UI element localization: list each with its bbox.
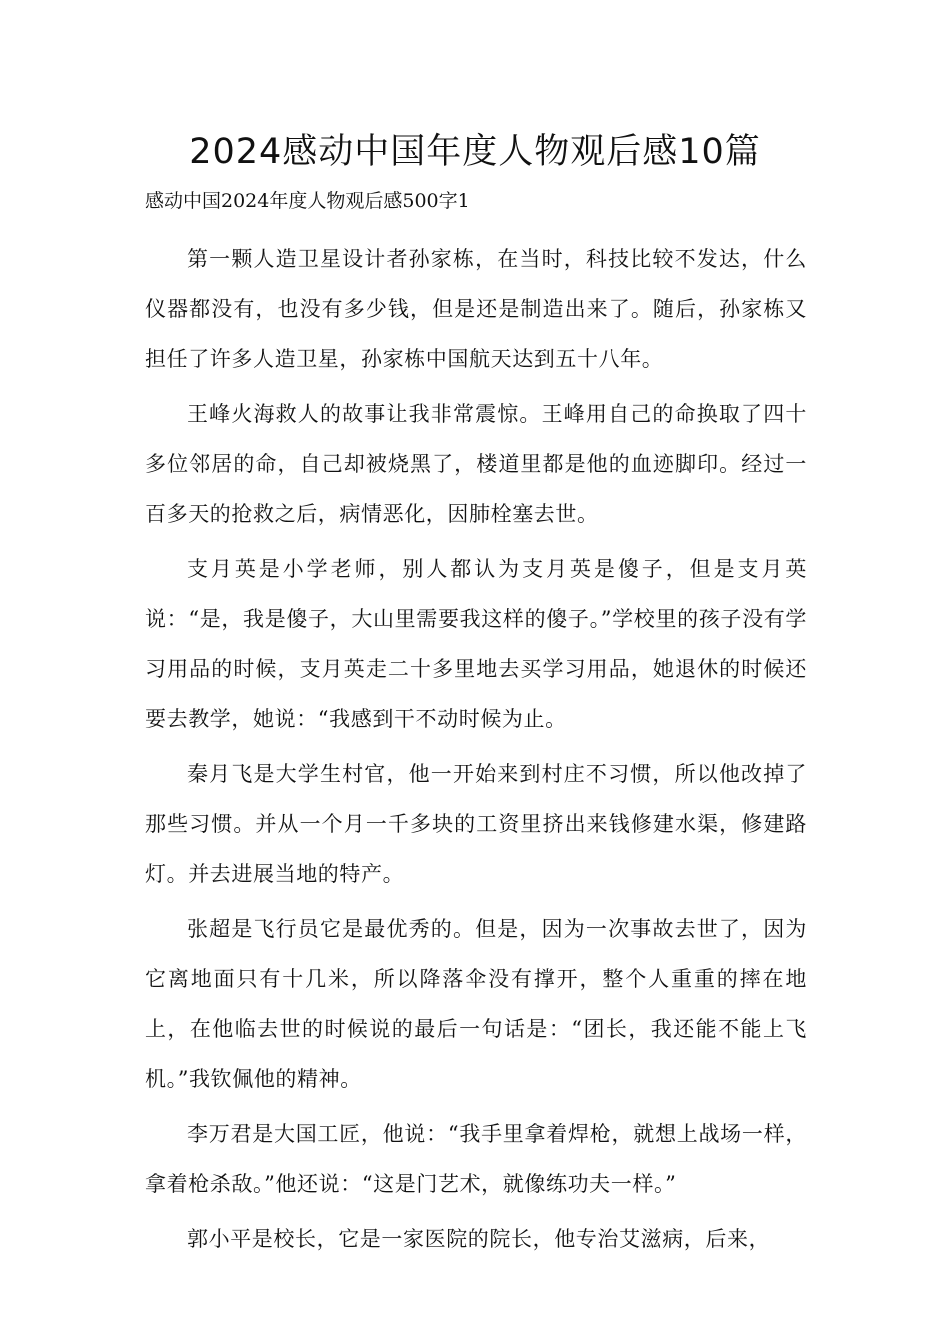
- paragraph-6: 李万君是大国工匠，他说：“我手里拿着焊枪，就想上战场一样，拿着枪杀敌。”他还说：“这是门艺术，就像练功夫一样。”: [145, 1122, 807, 1196]
- paragraph-3: 支月英是小学老师，别人都认为支月英是傻子，但是支月英说：“是，我是傻子，大山里需要我这样的傻子。”学校里的孩子没有学习用品的时候，支月英走二十多里地去买学习用品，她退休的时候还要去教学，她说：“我感到干不动时候为止。: [145, 557, 807, 731]
- document-body: [145, 234, 807, 1269]
- paragraph-2: 王峰火海救人的故事让我非常震惊。王峰用自己的命换取了四十多位邻居的命，自己却被烧黑了，楼道里都是他的血迹脚印。经过一百多天的抢救之后，病情恶化，因肺栓塞去世。: [145, 402, 807, 526]
- paragraph-5: 张超是飞行员它是最优秀的。但是，因为一次事故去世了，因为它离地面只有十几米，所以降落伞没有撑开，整个人重重的摔在地上，在他临去世的时候说的最后一句话是：“团长，我还能不能上飞机。”我钦佩他的精神。: [145, 917, 807, 1091]
- paragraph-4: 秦月飞是大学生村官，他一开始来到村庄不习惯，所以他改掉了那些习惯。并从一个月一千多块的工资里挤出来钱修建水渠，修建路灯。并去进展当地的特产。: [145, 762, 807, 886]
- document-title: 2024感动中国年度人物观后感10篇: [189, 132, 761, 172]
- paragraph-1: 第一颗人造卫星设计者孙家栋，在当时，科技比较不发达，什么仪器都没有，也没有多少钱，但是还是制造出来了。随后，孙家栋又担任了许多人造卫星，孙家栋中国航天达到五十八年。: [145, 247, 807, 371]
- section-heading: 感动中国2024年度人物观后感500字1: [145, 190, 470, 212]
- paragraph-7: 郭小平是校长，它是一家医院的院长，他专治艾滋病，后来，: [187, 1227, 771, 1251]
